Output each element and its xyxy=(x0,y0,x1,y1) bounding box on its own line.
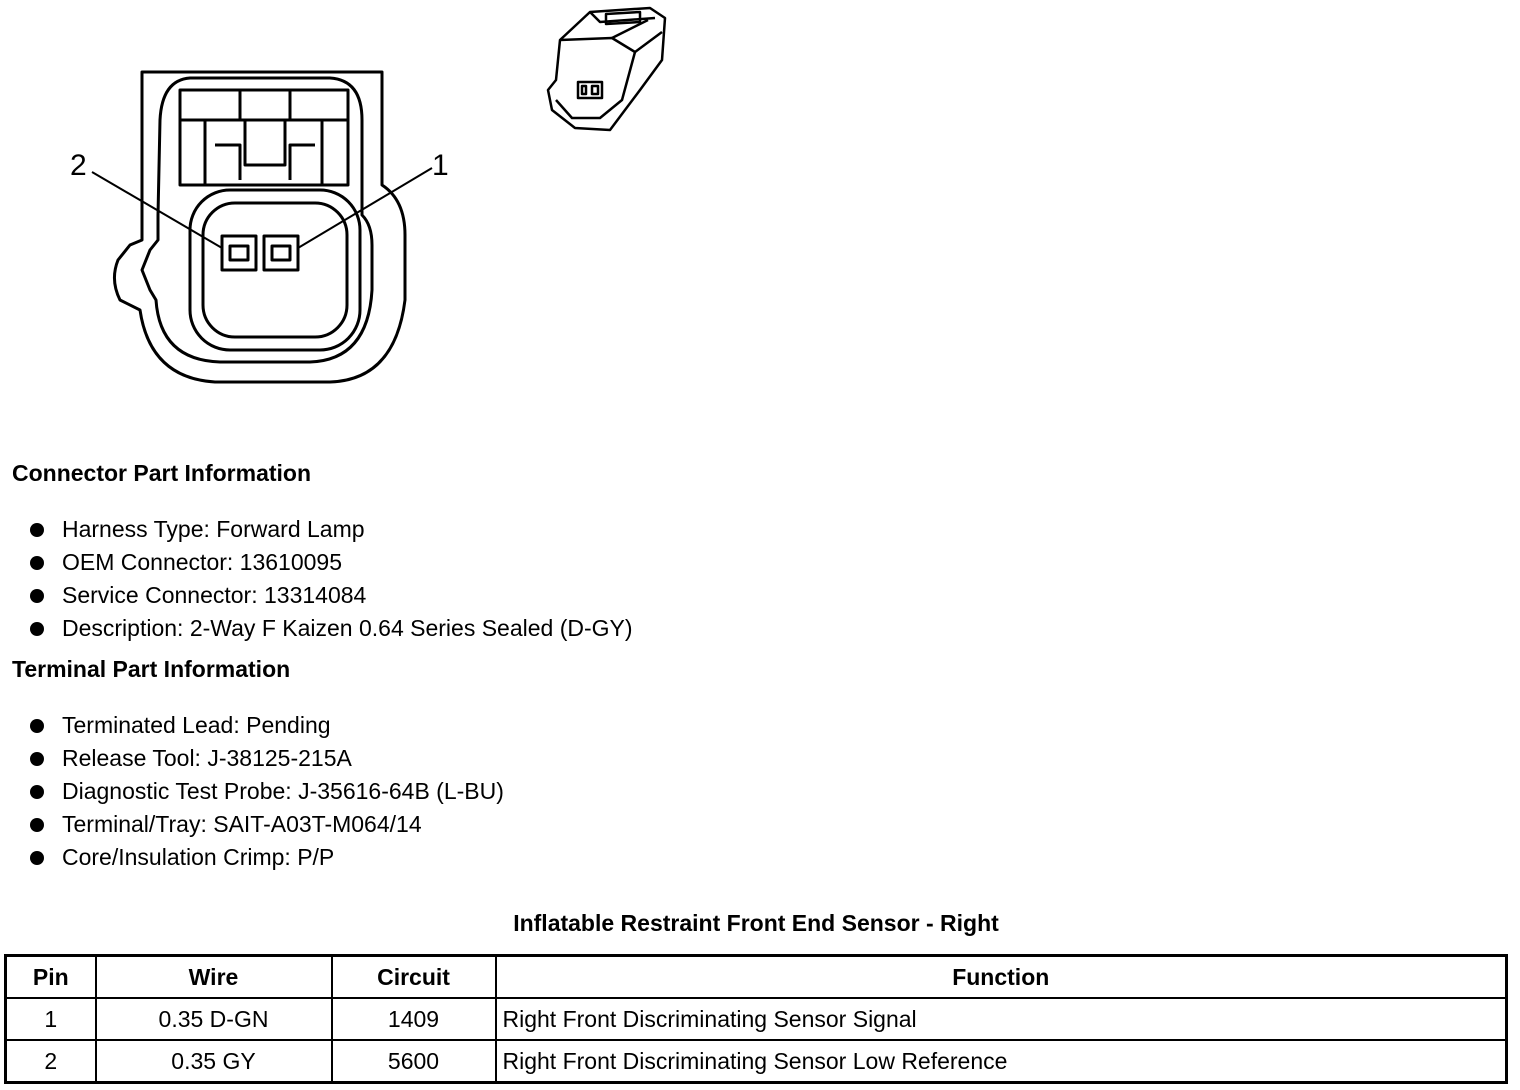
pin-1-label: 1 xyxy=(432,149,449,182)
bullet-icon xyxy=(30,851,44,865)
table-header-row xyxy=(6,956,1507,999)
bullet-icon xyxy=(30,719,44,733)
list-item: OEM Connector: 13610095 xyxy=(28,546,633,579)
pin-2-label: 2 xyxy=(70,149,87,182)
list-item: Core/Insulation Crimp: P/P xyxy=(28,841,504,874)
circuit-cell: 5600 xyxy=(332,1040,496,1083)
list-item: Harness Type: Forward Lamp xyxy=(28,513,633,546)
bullet-icon xyxy=(30,589,44,603)
list-item: Diagnostic Test Probe: J-35616-64B (L-BU) xyxy=(28,775,504,808)
column-header-wire: Wire xyxy=(96,956,332,999)
list-item: Terminated Lead: Pending xyxy=(28,709,504,742)
column-header-function: Function xyxy=(496,956,1507,999)
list-item: Service Connector: 13314084 xyxy=(28,579,633,612)
function-cell: Right Front Discriminating Sensor Low Reference xyxy=(496,1040,1507,1083)
pin-1-terminal xyxy=(264,236,298,270)
circuit-cell: 1409 xyxy=(332,998,496,1040)
pin-table xyxy=(4,954,1508,1084)
column-header-pin: Pin xyxy=(6,956,96,999)
bullet-icon xyxy=(30,556,44,570)
terminal-part-heading: Terminal Part Information xyxy=(12,656,291,682)
table-row xyxy=(6,1040,1507,1083)
connector-part-list xyxy=(28,513,633,645)
connector-face-diagram xyxy=(0,0,720,400)
bullet-icon xyxy=(30,622,44,636)
connector-part-heading: Connector Part Information xyxy=(12,460,312,486)
pin-cell: 1 xyxy=(6,998,96,1040)
wire-cell: 0.35 GY xyxy=(96,1040,332,1083)
pin-table-title: Inflatable Restraint Front End Sensor - Right xyxy=(513,910,999,936)
list-item: Description: 2-Way F Kaizen 0.64 Series Sealed (D-GY) xyxy=(28,612,633,645)
list-item: Terminal/Tray: SAIT-A03T-M064/14 xyxy=(28,808,504,841)
bullet-icon xyxy=(30,818,44,832)
table-row xyxy=(6,998,1507,1040)
bullet-icon xyxy=(30,785,44,799)
connector-isometric-thumbnail xyxy=(548,8,665,130)
wire-cell: 0.35 D-GN xyxy=(96,998,332,1040)
pin-2-terminal xyxy=(222,236,256,270)
bullet-icon xyxy=(30,523,44,537)
function-cell: Right Front Discriminating Sensor Signal xyxy=(496,998,1507,1040)
bullet-icon xyxy=(30,752,44,766)
pin-cell: 2 xyxy=(6,1040,96,1083)
terminal-part-list xyxy=(28,709,504,874)
column-header-circuit: Circuit xyxy=(332,956,496,999)
list-item: Release Tool: J-38125-215A xyxy=(28,742,504,775)
pin-1-leader xyxy=(298,168,432,248)
